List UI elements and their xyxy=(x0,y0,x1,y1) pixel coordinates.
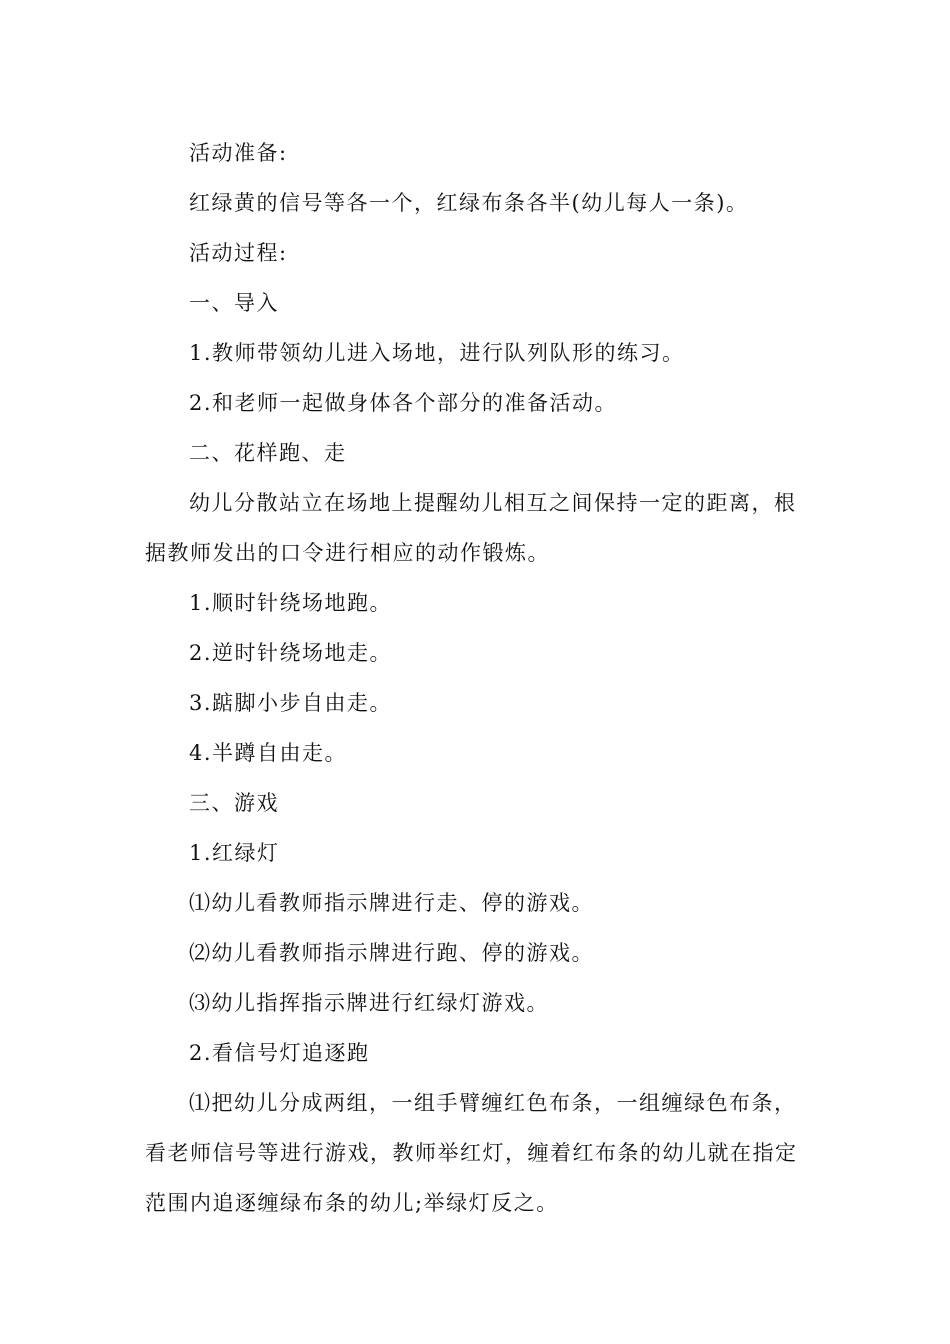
section-heading-running: 二、花样跑、走 xyxy=(189,441,347,465)
paragraph-materials: 红绿黄的信号等各一个，红绿布条各半(幼儿每人一条)。 xyxy=(189,191,749,215)
list-item-running-1: 1.顺时针绕场地跑。 xyxy=(189,591,393,615)
paragraph-chase-rules: ⑴把幼儿分成两组，一组手臂缠红色布条，一组缠绿色布条，看老师信号等进行游戏，教师举红灯，缠着红布条的幼儿就在指定范围内追逐缠绿布条的幼儿;举绿灯反之。 xyxy=(145,1091,798,1215)
paragraph-running-intro: 幼儿分散站立在场地上提醒幼儿相互之间保持一定的距离，根据教师发出的口令进行相应的动作锻炼。 xyxy=(145,491,797,565)
section-heading-process: 活动过程: xyxy=(189,241,288,265)
list-item-running-2: 2.逆时针绕场地走。 xyxy=(189,641,393,665)
subheading-traffic-light: 1.红绿灯 xyxy=(189,841,280,865)
list-item-game-3: ⑶幼儿指挥指示牌进行红绿灯游戏。 xyxy=(189,991,549,1015)
list-item-running-3: 3.踮脚小步自由走。 xyxy=(189,691,393,715)
section-heading-preparation: 活动准备: xyxy=(189,141,288,165)
list-item-intro-1: 1.教师带领幼儿进入场地，进行队列队形的练习。 xyxy=(189,341,685,365)
list-item-running-4: 4.半蹲自由走。 xyxy=(189,741,348,765)
list-item-intro-2: 2.和老师一起做身体各个部分的准备活动。 xyxy=(189,391,618,415)
subheading-chase: 2.看信号灯追逐跑 xyxy=(189,1041,370,1065)
section-heading-games: 三、游戏 xyxy=(189,791,279,815)
list-item-game-2: ⑵幼儿看教师指示牌进行跑、停的游戏。 xyxy=(189,941,594,965)
section-heading-intro: 一、导入 xyxy=(189,291,279,315)
list-item-game-1: ⑴幼儿看教师指示牌进行走、停的游戏。 xyxy=(189,891,594,915)
document-body xyxy=(145,128,810,1228)
